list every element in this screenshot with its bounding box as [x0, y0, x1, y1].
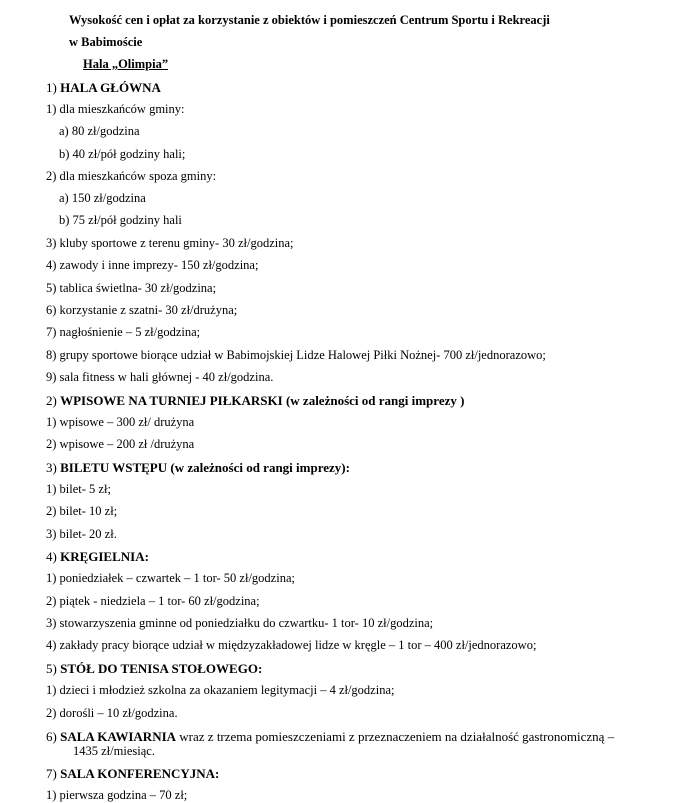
section-number: 1) — [46, 80, 57, 95]
list-item: 6) korzystanie z szatni- 30 zł/drużyna; — [46, 303, 238, 317]
section-title: SALA KONFERENCYJNA: — [60, 766, 220, 781]
section-4-heading — [46, 549, 149, 564]
section-number: 2) — [46, 393, 57, 408]
list-item: 3) stowarzyszenia gminne od poniedziałku do czwartku- 1 tor- 10 zł/godzina; — [46, 616, 434, 630]
list-item: 8) grupy sportowe biorące udział w Babimojskiej Lidze Halowej Piłki Nożnej- 700 zł/jednorazowo; — [46, 348, 546, 362]
list-item: b) 75 zł/pół godziny hali — [59, 213, 182, 227]
section-title: WPISOWE NA TURNIEJ PIŁKARSKI (w zależności od rangi imprezy ) — [60, 393, 465, 408]
section-number: 4) — [46, 549, 57, 564]
list-item: 4) zawody i inne imprezy- 150 zł/godzina; — [46, 258, 259, 272]
list-item: 1) poniedziałek – czwartek – 1 tor- 50 zł/godzina; — [46, 571, 295, 585]
section-7-heading — [46, 766, 219, 781]
list-item: 9) sala fitness w hali głównej - 40 zł/godzina. — [46, 370, 274, 384]
list-item: 7) nagłośnienie – 5 zł/godzina; — [46, 325, 201, 339]
section-title: SALA KAWIARNIA — [60, 729, 177, 744]
section-title: STÓŁ DO TENISA STOŁOWEGO: — [60, 661, 263, 676]
list-item: 3) bilet- 20 zł. — [46, 527, 117, 541]
venue-heading: Hala „Olimpia” — [83, 57, 169, 71]
list-item: 1) wpisowe – 300 zł/ drużyna — [46, 415, 195, 429]
section-title: HALA GŁÓWNA — [60, 80, 161, 95]
section-title: KRĘGIELNIA: — [60, 549, 149, 564]
section-title: BILETU WSTĘPU (w zależności od rangi imprezy): — [60, 460, 350, 475]
list-item: b) 40 zł/pół godziny hali; — [59, 147, 186, 161]
list-item: 4) zakłady pracy biorące udział w międzyzakładowej lidze w kręgle – 1 tor – 400 zł/jednorazowo; — [46, 638, 537, 652]
section-5-heading — [46, 661, 262, 676]
section-6-heading — [46, 729, 614, 744]
document-title-line2: w Babimoście — [69, 35, 143, 49]
list-item: 1) dla mieszkańców gminy: — [46, 102, 185, 116]
list-item: a) 80 zł/godzina — [59, 124, 140, 138]
section-number: 6) — [46, 729, 57, 744]
document-title-line1: Wysokość cen i opłat za korzystanie z obiektów i pomieszczeń Centrum Sportu i Rekreacji — [69, 13, 550, 27]
list-item: 2) wpisowe – 200 zł /drużyna — [46, 437, 195, 451]
list-item: 2) bilet- 10 zł; — [46, 504, 118, 518]
section-3-heading — [46, 460, 350, 475]
list-item: 5) tablica świetlna- 30 zł/godzina; — [46, 281, 217, 295]
section-2-heading — [46, 393, 464, 408]
list-item: 1) bilet- 5 zł; — [46, 482, 111, 496]
section-1-heading — [46, 80, 161, 95]
section-description-continuation: 1435 zł/miesiąc. — [73, 744, 155, 758]
list-item: 2) piątek - niedziela – 1 tor- 60 zł/godzina; — [46, 594, 260, 608]
section-number: 3) — [46, 460, 57, 475]
list-item: 1) dzieci i młodzież szkolna za okazaniem legitymacji – 4 zł/godzina; — [46, 683, 395, 697]
section-number: 7) — [46, 766, 57, 781]
section-number: 5) — [46, 661, 57, 676]
section-description: wraz z trzema pomieszczeniami z przeznaczeniem na działalność gastronomiczną – — [176, 729, 615, 744]
list-item: 2) dla mieszkańców spoza gminy: — [46, 169, 217, 183]
list-item: 1) pierwsza godzina – 70 zł; — [46, 788, 188, 802]
list-item: a) 150 zł/godzina — [59, 191, 146, 205]
list-item: 2) dorośli – 10 zł/godzina. — [46, 706, 178, 720]
list-item: 3) kluby sportowe z terenu gminy- 30 zł/godzina; — [46, 236, 294, 250]
